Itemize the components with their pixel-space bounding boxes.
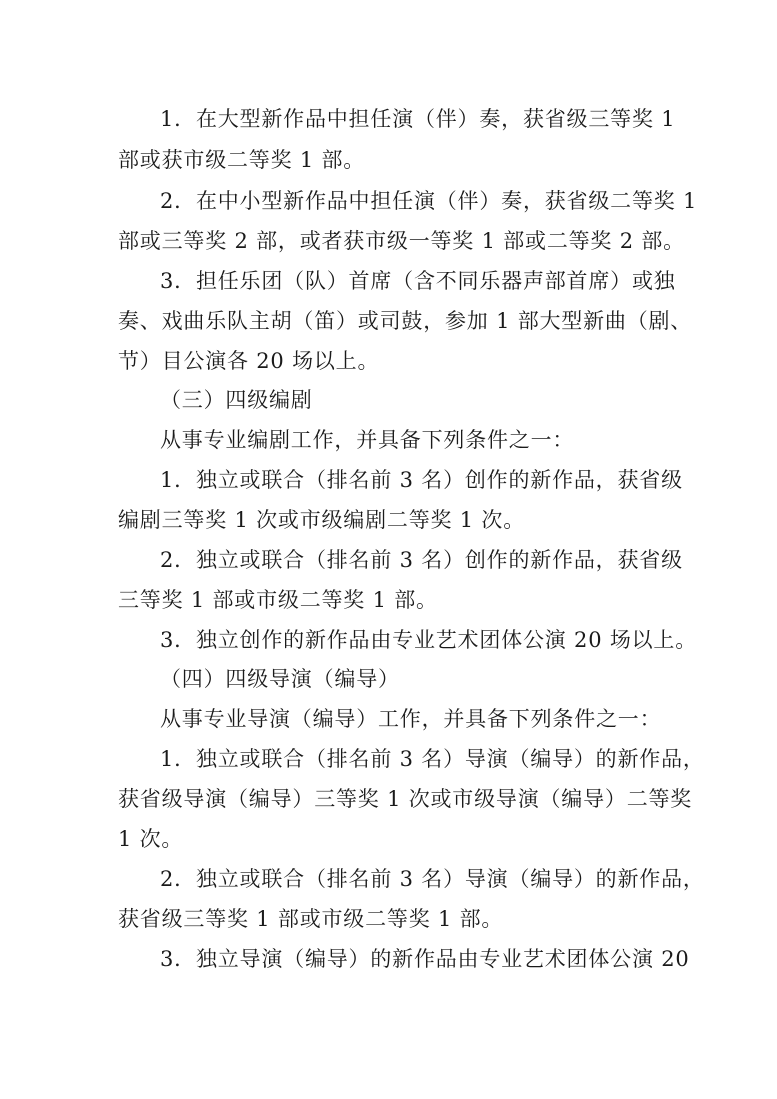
paragraph-line: 1．独立或联合（排名前 3 名）创作的新作品，获省级 [160, 468, 683, 492]
paragraph-line: 部或获市级二等奖 1 部。 [118, 148, 366, 172]
paragraph-line: 1．独立或联合（排名前 3 名）导演（编导）的新作品， [160, 747, 705, 771]
paragraph-line: 部或三等奖 2 部，或者获市级一等奖 1 部或二等奖 2 部。 [118, 229, 685, 253]
paragraph-line: 3．担任乐团（队）首席（含不同乐器声部首席）或独 [160, 269, 676, 293]
paragraph-line: 3．独立导演（编导）的新作品由专业艺术团体公演 20 [160, 947, 690, 971]
paragraph-line: 3．独立创作的新作品由专业艺术团体公演 20 场以上。 [160, 628, 698, 652]
paragraph-line: 获省级导演（编导）三等奖 1 次或市级导演（编导）二等奖 [118, 787, 693, 811]
paragraph-line: 从事专业编剧工作，并具备下列条件之一： [160, 428, 575, 452]
section-heading: （四）四级导演（编导） [160, 667, 400, 691]
paragraph-line: 2．独立或联合（排名前 3 名）导演（编导）的新作品， [160, 867, 705, 891]
paragraph-line: 获省级三等奖 1 部或市级二等奖 1 部。 [118, 907, 504, 931]
paragraph-line: 从事专业导演（编导）工作，并具备下列条件之一： [160, 707, 662, 731]
paragraph-line: 三等奖 1 部或市级二等奖 1 部。 [118, 588, 438, 612]
paragraph-line: 1 次。 [118, 827, 184, 851]
section-heading: （三）四级编剧 [160, 388, 313, 412]
paragraph-line: 节）目公演各 20 场以上。 [118, 349, 380, 373]
paragraph-line: 2．在中小型新作品中担任演（伴）奏，获省级二等奖 1 [160, 189, 698, 213]
paragraph-line: 奏、戏曲乐队主胡（笛）或司鼓，参加 1 部大型新曲（剧、 [118, 309, 693, 333]
paragraph-line: 1．在大型新作品中担任演（伴）奏，获省级三等奖 1 [160, 107, 676, 131]
paragraph-line: 2．独立或联合（排名前 3 名）创作的新作品，获省级 [160, 548, 683, 572]
paragraph-line: 编剧三等奖 1 次或市级编剧二等奖 1 次。 [118, 508, 526, 532]
